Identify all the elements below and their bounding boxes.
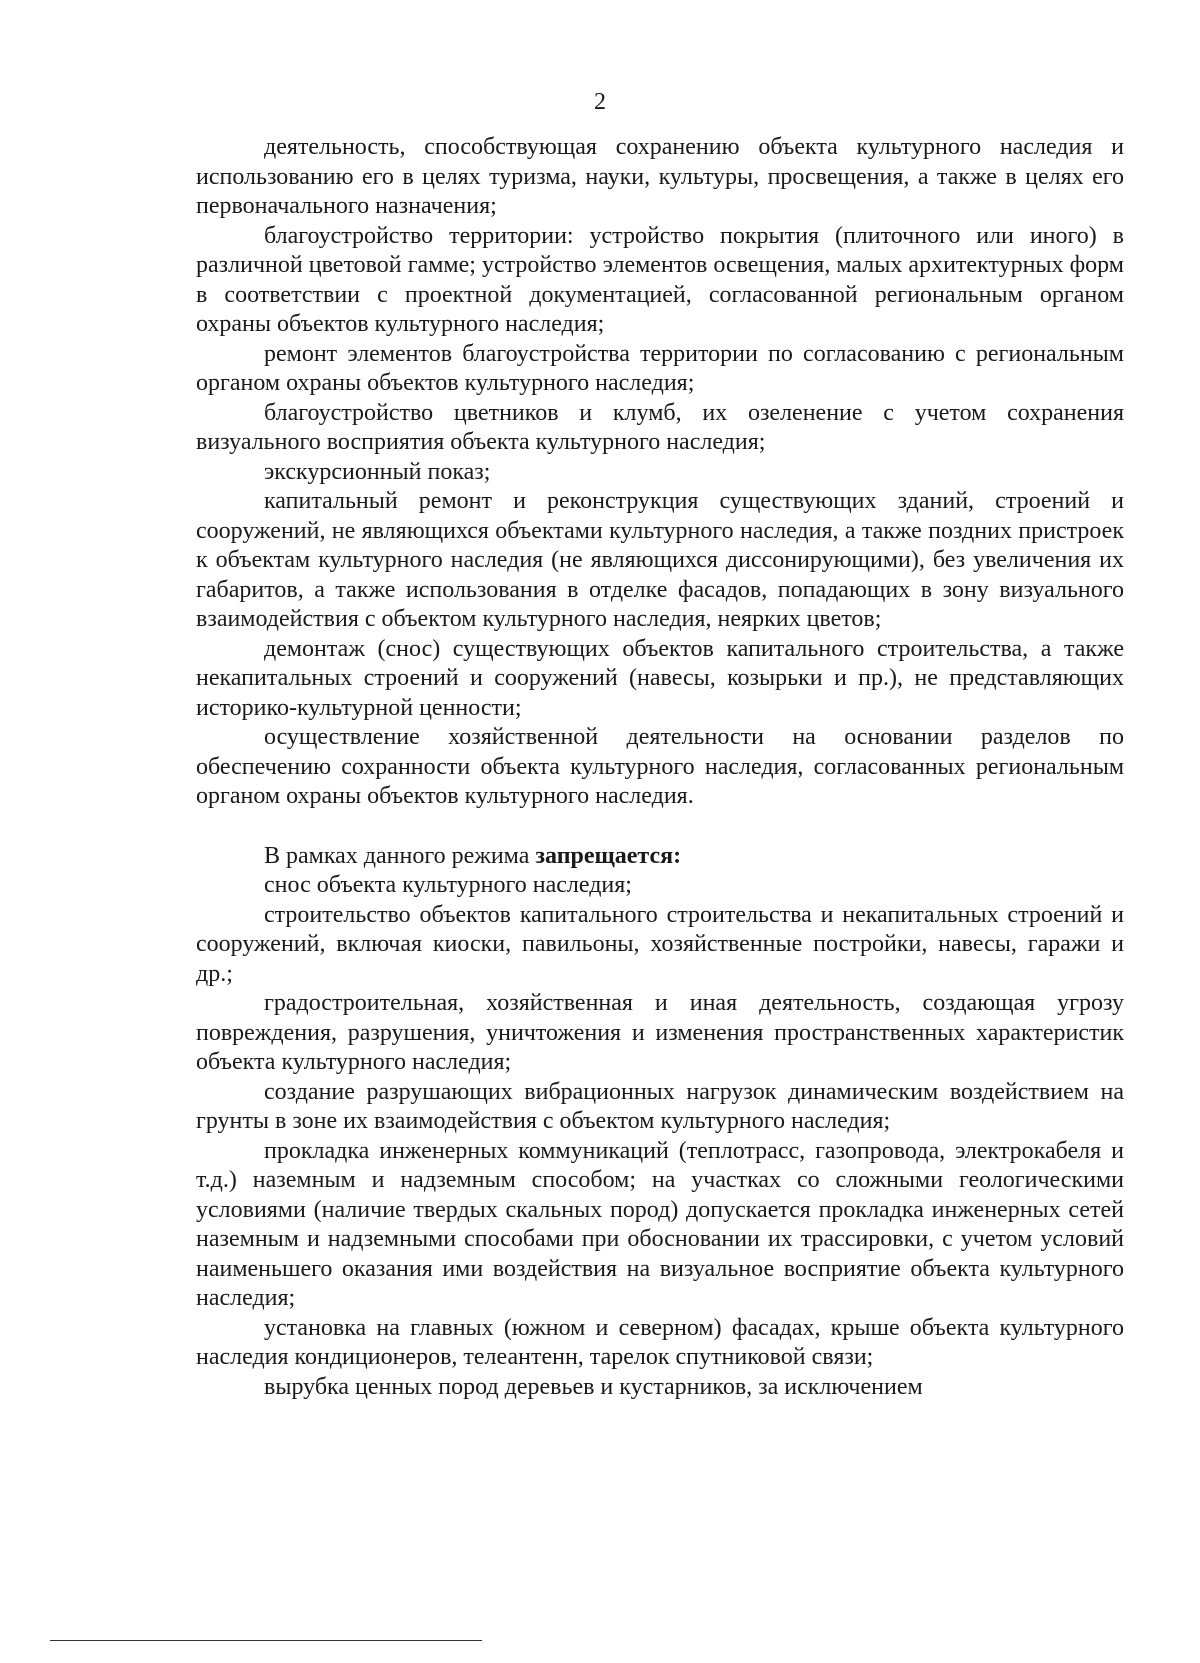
paragraph: капитальный ремонт и реконструкция существующих зданий, строений и сооружений, не являющихся объектами культурного наследия, а также поздних пристроек к объектам культурного наследия (не являющихся диссонирующими), без увеличения их габаритов, а также использования в отделке фасадов, попадающих в зону визуального взаимодействия с объектом культурного наследия, неярких цветов; [196, 488, 1124, 632]
paragraph: экскурсионный показ; [264, 458, 491, 485]
paragraph: деятельность, способствующая сохранению объекта культурного наследия и использованию его в целях туризма, науки, культуры, просвещения, а также в целях его первоначального назначения; [196, 134, 1124, 219]
paragraph: демонтаж (снос) существующих объектов капитального строительства, а также некапитальных строений и сооружений (навесы, козырьки и пр.), не представляющих историко-культурной ценности; [196, 635, 1124, 721]
paragraph: благоустройство территории: устройство покрытия (плиточного или иного) в различной цветовой гамме; устройство элементов освещения, малых архитектурных форм в соответствии с проектной документацией, согласованной региональным органом охраны объектов культурного наследия; [196, 222, 1124, 337]
document-body [196, 133, 1124, 1402]
paragraph: ремонт элементов благоустройства территории по согласованию с региональным органом охраны объектов культурного наследия; [196, 340, 1124, 396]
paragraph: осуществление хозяйственной деятельности на основании разделов по обеспечению сохранности объекта культурного наследия, согласованных региональным органом охраны объектов культурного наследия. [196, 724, 1124, 809]
prohibited-bold-label: запрещается: [535, 842, 682, 869]
paragraph: вырубка ценных пород деревьев и кустарников, за исключением [264, 1373, 923, 1400]
paragraph: создание разрушающих вибрационных нагрузок динамическим воздействием на грунты в зоне их взаимодействия с объектом культурного наследия; [196, 1078, 1124, 1134]
paragraph: благоустройство цветников и клумб, их озеленение с учетом сохранения визуального восприятия объекта культурного наследия; [196, 399, 1124, 455]
paragraph: строительство объектов капитального строительства и некапитальных строений и сооружений, включая киоски, павильоны, хозяйственные постройки, навесы, гаражи и др.; [196, 901, 1124, 987]
prohibited-intro: В рамках данного режима [264, 842, 536, 869]
paragraph: прокладка инженерных коммуникаций (теплотрасс, газопровода, электрокабеля и т.д.) наземным и надземным способом; на участках со сложными геологическими условиями (наличие твердых скальных пород) допускается прокладка инженерных сетей наземным и надземными способами при обосновании их трассировки, с учетом условий наименьшего оказания ими воздействия на визуальное восприятие объекта культурного наследия; [196, 1137, 1124, 1311]
paragraph: снос объекта культурного наследия; [264, 872, 632, 898]
prohibited-heading [196, 842, 1124, 872]
footnote-divider [50, 1640, 482, 1641]
paragraph: установка на главных (южном и северном) фасадах, крыше объекта культурного наследия кондиционеров, телеантенн, тарелок спутниковой связи; [196, 1314, 1124, 1370]
paragraph: градостроительная, хозяйственная и иная деятельность, создающая угрозу повреждения, разрушения, уничтожения и изменения пространственных характеристик объекта культурного наследия; [196, 990, 1124, 1075]
page-number: 2 [594, 89, 606, 115]
